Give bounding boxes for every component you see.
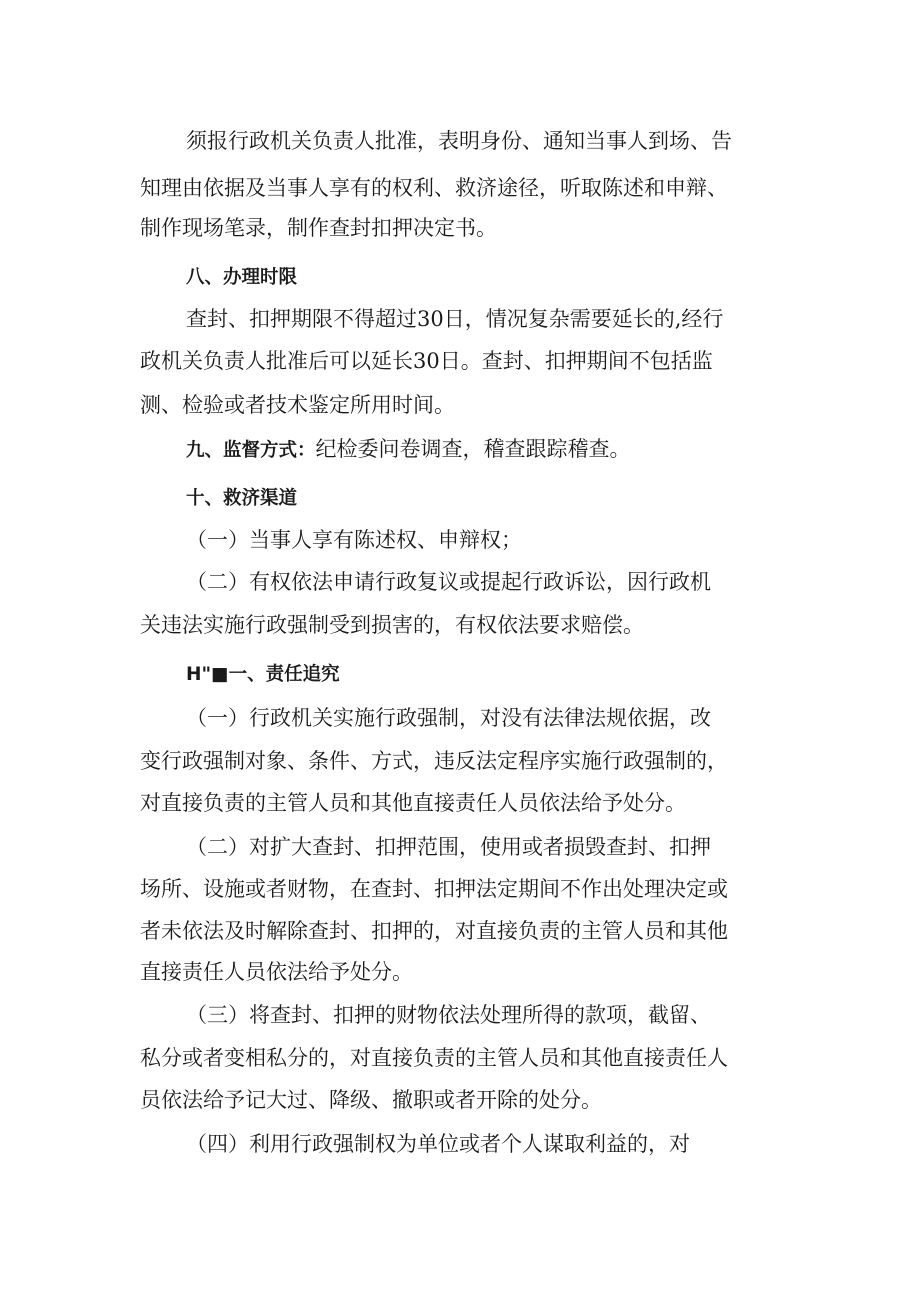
paragraph-line: （二）对扩大查封、扣押范围，使用或者损毁查封、扣押: [186, 835, 711, 859]
paragraph-line: （四）利用行政强制权为单位或者个人谋取利益的，对: [186, 1132, 690, 1156]
section-heading-accountability: H"■一、责任追究: [186, 664, 340, 685]
paragraph-line: （二）有权依法申请行政复议或提起行政诉讼，因行政机: [186, 570, 711, 594]
section-heading-time-limit: 八、办理时限: [186, 267, 298, 288]
supervision-line: [186, 434, 631, 464]
paragraph-line: 直接责任人员依法给予处分。: [140, 960, 413, 984]
paragraph-line: 私分或者变相私分的，对直接负责的主管人员和其他直接责任人: [140, 1046, 728, 1070]
section-heading-supervision: 九、监督方式：: [186, 440, 316, 461]
paragraph-line: （三）将查封、扣押的财物依法处理所得的款项，截留、: [186, 1003, 711, 1027]
section-heading-remedy: 十、救济渠道: [186, 488, 298, 509]
paragraph-line: 场所、设施或者财物，在查封、扣押法定期间不作出处理决定或: [140, 877, 728, 901]
paragraph-line: 须报行政机关负责人批准，表明身份、通知当事人到场、告: [186, 129, 732, 153]
paragraph-line: 测、检验或者技术鉴定所用时间。: [140, 393, 455, 417]
paragraph-line: 变行政强制对象、条件、方式，违反法定程序实施行政强制的，: [140, 749, 728, 773]
paragraph-line: 对直接负责的主管人员和其他直接责任人员依法给予处分。: [140, 791, 686, 815]
paragraph-line: 政机关负责人批准后可以延长30日。查封、扣押期间不包括监: [140, 349, 713, 373]
paragraph-line: （一）行政机关实施行政强制，对没有法律法规依据，改: [186, 706, 711, 730]
paragraph-line: 者未依法及时解除查封、扣押的，对直接负责的主管人员和其他: [140, 919, 728, 943]
paragraph-line: 制作现场笔录，制作查封扣押决定书。: [140, 216, 497, 240]
paragraph-line: 关违法实施行政强制受到损害的，有权依法要求赔偿。: [140, 613, 644, 637]
paragraph-line: 查封、扣押期限不得超过30日，情况复杂需要延长的,经行: [186, 307, 724, 331]
paragraph-line: 知理由依据及当事人享有的权利、救济途径，听取陈述和申辩、: [140, 176, 728, 200]
paragraph-line: 员依法给予记大过、降级、撤职或者开除的处分。: [140, 1088, 602, 1112]
paragraph-line: （一）当事人享有陈述权、申辩权；: [186, 528, 522, 552]
supervision-text: 纪检委问卷调查，稽查跟踪稽查。: [315, 437, 631, 461]
